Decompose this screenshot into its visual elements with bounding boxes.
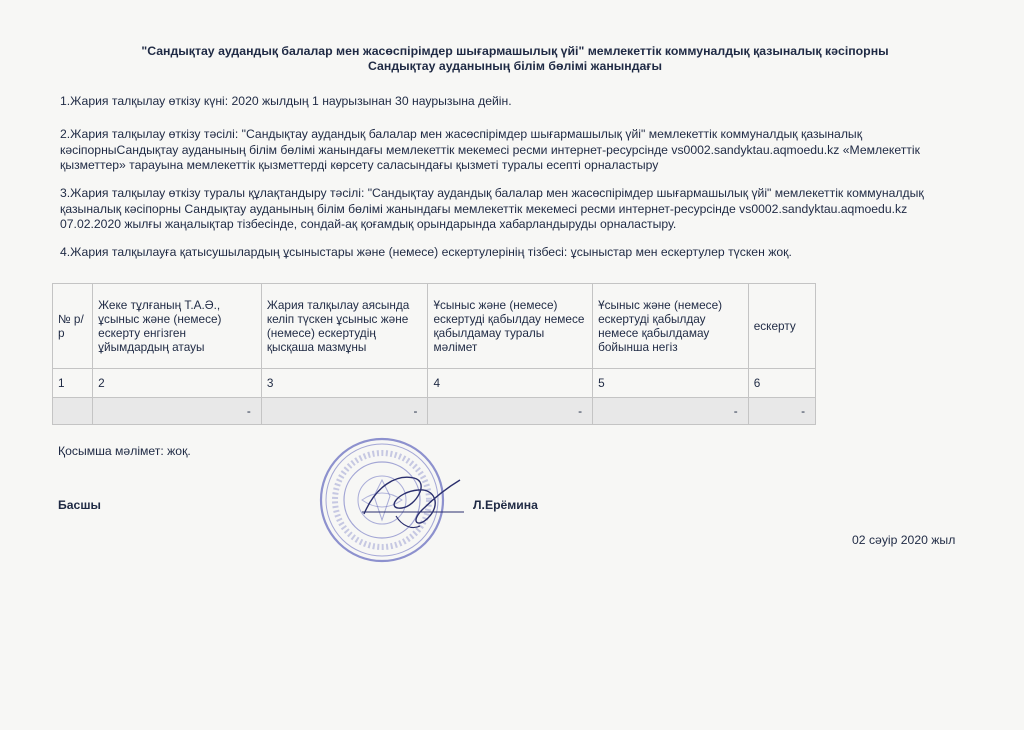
header-cell: ескерту [748,284,815,369]
proposals-table [52,283,816,425]
table-cell: 5 [593,369,749,398]
table-cell: - [261,398,428,425]
paragraph-notification: 3.Жария талқылау өткізу туралы құлақтандыру тәсілі: "Сандықтау аудандық балалар мен жасөспірімдер шығармашылық үйі" мемлекеттік коммуналдық қазыналық кәсіпорны Сандықтау ауданының білім бөлімі жанындағы мемлекеттік мекемесі ресми интернет-ресурсінде vs0002.sandyktau.aqmoedu.kz 07.02.2020 жылғы жаңалықтар тізбесінде, сондай-ақ қоғамдық орындарында хабарландыруды орналастыру. [60,186,924,231]
table-cell: 3 [261,369,428,398]
paragraph-proposals: 4.Жария талқылауға қатысушылардың ұсыныстары және (немесе) ескертулерінің тізбесі: ұсыныстар мен ескертулер түскен жоқ. [60,245,792,259]
signer-name: Л.Ерёмина [473,498,538,512]
signer-role: Басшы [58,498,101,512]
signature-icon [356,456,466,546]
title-line-2: Сандықтау ауданының білім бөлімі жанындағы [368,59,662,73]
table-cell: - [748,398,815,425]
table-cell: 6 [748,369,815,398]
table-cell [53,398,93,425]
header-cell: Ұсыныс және (немесе) ескертуді қабылдау немесе қабылдамау туралы мәлімет [428,284,593,369]
header-cell: Жеке тұлғаның Т.А.Ә., ұсыныс және (немесе) ескерту енгізген ұйымдардың атауы [93,284,262,369]
header-cell: Ұсыныс және (немесе) ескертуді қабылдау немесе қабылдамау бойынша негіз [593,284,749,369]
table-cell: - [93,398,262,425]
table-cell: - [593,398,749,425]
paragraph-date: 1.Жария талқылау өткізу күні: 2020 жылдың 1 наурызынан 30 наурызына дейін. [60,94,512,108]
title-line-1: "Сандықтау аудандық балалар мен жасөспірімдер шығармашылық үйі" мемлекеттік коммуналдық қазыналық кәсіпорны [141,44,889,58]
document-date: 02 сәуір 2020 жыл [852,533,956,547]
additional-info: Қосымша мәлімет: жоқ. [58,444,191,458]
header-cell: № р/р [53,284,93,369]
table-cell: - [428,398,593,425]
table-cell: 1 [53,369,93,398]
header-cell: Жария талқылау аясында келіп түскен ұсыныс және (немесе) ескертудің қысқаша мазмұны [261,284,428,369]
paragraph-method: 2.Жария талқылау өткізу тәсілі: "Сандықтау аудандық балалар мен жасөспірімдер шығармашылық үйі" мемлекеттік коммуналдық қазыналық кәсіпорныСандықтау ауданының білім бөлімі жанындағы мемлекеттік мекемесі ресми интернет-ресурсінде vs0002.sandyktau.aqmoedu.kz «Мемлекеттік қызметтер» тарауына мемлекеттік қызметтерді көрсету саласындағы қызметі туралы есепті орналастыру [60,127,920,172]
document-title [60,44,970,74]
table-cell: 2 [93,369,262,398]
table-row [53,398,816,425]
table-header-row [53,284,816,369]
table-cell: 4 [428,369,593,398]
table-row [53,369,816,398]
